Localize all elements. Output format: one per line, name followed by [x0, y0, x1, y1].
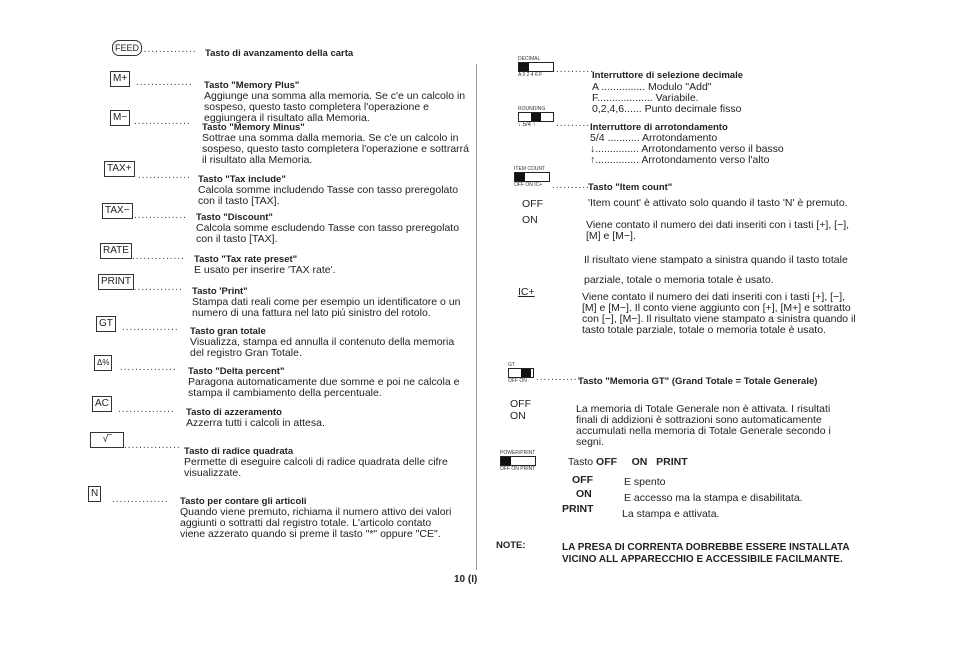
- item-count-scale: OFF ON IC+: [514, 182, 543, 188]
- power-print-scale: OFF ON PRINT: [500, 466, 536, 472]
- rounding-switch-label: ROUNDING: [518, 106, 546, 112]
- dots: ...............: [122, 322, 179, 333]
- switch-knob: [531, 113, 541, 121]
- contare-articoli-desc: Quando viene premuto, richiama il numero attivo dei valori aggiunti o sottratti dal registro totale. L'articolo contato viene azzerato quando si preme il tasto "*" oppure "CE".: [180, 506, 452, 540]
- dots: ...............: [124, 440, 181, 451]
- delta-percent-key-icon: Δ%: [94, 355, 112, 371]
- gran-totale-entry: [190, 326, 466, 359]
- rounding-row: ↑............... Arrotondamento verso l'alto: [590, 154, 770, 166]
- switch-box: [518, 62, 554, 72]
- switch-knob: [501, 457, 511, 465]
- power-off-text: E spento: [624, 476, 666, 488]
- radice-entry: [184, 446, 462, 479]
- gran-totale-title: Tasto gran totale: [190, 326, 266, 337]
- rounding-title: Interruttore di arrotondamento: [590, 122, 728, 133]
- item-on-text2: Il risultato viene stampato a sinistra quando il tasto totale parziale, totale o memoria totale è usato.: [584, 254, 848, 286]
- switch-knob: [515, 173, 525, 181]
- item-count-switch-icon: [514, 166, 550, 188]
- delta-percent-desc: Paragona automaticamente due somme e poi ne calcola e stampa il cambiamento della percentuale.: [188, 376, 460, 399]
- contare-articoli-title: Tasto per contare gli articoli: [180, 496, 307, 507]
- gt-off-label: OFF: [510, 398, 531, 410]
- item-on-text: Viene contato il numero dei dati inseriti con i tasti [+], [−], [M] e [M−].: [586, 219, 850, 242]
- dots: ...............: [120, 362, 177, 373]
- memory-minus-desc: Sottrae una somma dalla memoria. Se c'e un calcolo in sospeso, questo tasto completera l'operazione e sottrarrá il risultato alla Memoria.: [202, 132, 469, 166]
- tax-rate-title: Tasto "Tax rate preset": [194, 254, 298, 265]
- tax-plus-key-icon: TAX+: [104, 161, 135, 177]
- item-off-text: 'Item count' è attivato solo quando il tasto 'N' è premuto.: [588, 197, 848, 209]
- memory-minus-entry: [202, 122, 474, 166]
- azzeramento-desc: Azzerra tutti i calcoli in attesa.: [186, 417, 325, 429]
- rounding-rows: [590, 133, 800, 166]
- memory-plus-entry: [204, 80, 476, 124]
- memory-minus-key-icon: M−: [110, 110, 130, 126]
- dots: ..............: [138, 170, 191, 181]
- dots: ..............: [134, 210, 187, 221]
- item-count-title: Tasto "Item count": [588, 182, 673, 193]
- switch-knob: [519, 63, 529, 71]
- dots: ...............: [112, 494, 169, 505]
- dots: ..........: [552, 180, 590, 191]
- tax-include-entry: [198, 174, 472, 207]
- n-key-icon: N: [88, 486, 101, 502]
- print-title: Tasto 'Print": [192, 286, 248, 297]
- print-entry: [192, 286, 468, 319]
- switch-knob: [521, 369, 531, 377]
- memory-plus-key-icon: M+: [110, 71, 130, 87]
- discount-desc: Calcola somme escludendo Tasse con tasso preregolato con il tasto [TAX].: [196, 222, 460, 245]
- decimal-switch-label: DECIMAL: [518, 56, 541, 62]
- gt-on-label: ON: [510, 410, 526, 422]
- azzeramento-entry: [186, 407, 462, 429]
- power-on-label: ON: [576, 488, 592, 500]
- delta-percent-title: Tasto "Delta percent": [188, 366, 285, 377]
- dots: ...............: [118, 404, 175, 415]
- tax-minus-key-icon: TAX−: [102, 203, 133, 219]
- tax-rate-entry: [194, 254, 468, 276]
- note-label: NOTE:: [496, 540, 526, 551]
- radice-desc: Permette di eseguire calcoli di radice quadrata delle cifre visualizzate.: [184, 456, 448, 479]
- rounding-row: ↓............... Arrotondamento verso il basso: [590, 143, 784, 155]
- item-ic-text: Viene contato il numero dei dati inseriti con i tasti [+], [−], [M] e [M−]. Il conto viene aggiunto con [+], [M+] e sottratto con [−], [M−]. Il risultato viene stampato a sinistra quando il tasto totale parziale, totale o memoria totale è usato.: [582, 291, 856, 336]
- azzeramento-title: Tasto di azzeramento: [186, 407, 282, 418]
- discount-entry: [196, 212, 470, 245]
- dots: ...........: [556, 118, 598, 129]
- rounding-scale: ↓ 5/4 ↑: [518, 122, 536, 128]
- ac-key-icon: AC: [92, 396, 112, 412]
- gt-scale: OFF ON: [508, 378, 527, 384]
- gt-key-icon: GT: [96, 316, 116, 332]
- feed-key-icon: FEED: [112, 40, 142, 56]
- power-off-label: OFF: [572, 474, 593, 486]
- memory-plus-desc: Aggiunge una somma alla memoria. Se c'e un calcolo in sospeso, questo tasto completera l'operazione e eggiungera il risultato alla Memoria.: [204, 90, 466, 124]
- radice-title: Tasto di radice quadrata: [184, 446, 294, 457]
- feed-title: Tasto di avanzamento della carta: [205, 48, 354, 59]
- rounding-switch-icon: [518, 106, 554, 128]
- item-on-label: ON: [522, 214, 538, 226]
- dots: ..............: [130, 282, 183, 293]
- power-print-label: POWER/PRINT: [500, 450, 536, 456]
- item-ic-label: IC+: [518, 286, 535, 298]
- decimal-switch-icon: [518, 56, 554, 78]
- gt-text: La memoria di Totale Generale non è attivata. I risultati finali di addizioni è sottrazioni sono automaticamente accumulati nella memoria di Totale Generale secondo i segni.: [576, 403, 831, 448]
- switch-box: [514, 172, 550, 182]
- decimal-scale: A 0 2 4 6 F: [518, 72, 543, 78]
- decimal-row: F................... Variabile.: [592, 92, 699, 104]
- tax-include-title: Tasto "Tax include": [198, 174, 286, 185]
- switch-box: [508, 368, 534, 378]
- decimal-rows: [592, 82, 792, 115]
- dots: ...............: [140, 44, 197, 55]
- power-print-text: La stampa e attivata.: [622, 508, 720, 520]
- decimal-row: A ............... Modulo "Add": [592, 81, 712, 93]
- gran-totale-desc: Visualizza, stampa ed annulla il contenuto della memoria del registro Gran Totale.: [190, 336, 455, 359]
- item-off-label: OFF: [522, 198, 543, 210]
- print-desc: Stampa dati reali come per esempio un identificatore o un numero di una fattura nel lato piú sinistro del rotolo.: [192, 296, 461, 319]
- decimal-row: 0,2,4,6...... Punto decimale fisso: [592, 103, 742, 115]
- note-text: LA PRESA DI CORRENTA DOBREBBE ESSERE INSTALLATA VICINO ALL APPARECCHIO E ACCESSIBILE FACILMANTE.: [562, 542, 850, 565]
- gt-switch-icon: [508, 362, 534, 384]
- item-count-label: ITEM COUNT: [514, 166, 546, 172]
- memory-minus-title: Tasto "Memory Minus": [202, 122, 305, 133]
- decimal-title: Interruttore di selezione decimale: [592, 70, 743, 81]
- dots: ..............: [132, 251, 185, 262]
- column-divider: [476, 64, 477, 570]
- tax-include-desc: Calcola somme includendo Tasse con tasso preregolato con il tasto [TAX].: [198, 184, 459, 207]
- page-number: 10 (I): [454, 574, 478, 585]
- tax-rate-desc: E usato per inserire 'TAX rate'.: [194, 264, 336, 276]
- dots: ............: [536, 372, 582, 383]
- delta-percent-entry: [188, 366, 464, 399]
- power-print-row-label: PRINT: [562, 503, 594, 515]
- sqrt-key-icon: √‾: [90, 432, 124, 448]
- memory-plus-title: Tasto "Memory Plus": [204, 80, 300, 91]
- power-header: Tasto OFF ON PRINT: [568, 456, 688, 468]
- gt-memory-title: Tasto "Memoria GT" (Grand Totale = Totale Generale): [578, 376, 818, 387]
- dots: ...............: [134, 116, 191, 127]
- rate-key-icon: RATE: [100, 243, 132, 259]
- power-on-text: E accesso ma la stampa e disabilitata.: [624, 492, 803, 504]
- rounding-row: 5/4 ........... Arrotondamento: [590, 132, 718, 144]
- contare-articoli-entry: [180, 496, 458, 540]
- switch-box: [500, 456, 536, 466]
- switch-box: [518, 112, 554, 122]
- dots: ...............: [136, 77, 193, 88]
- print-key-icon: PRINT: [98, 274, 134, 290]
- gt-switch-label: GT: [508, 362, 515, 368]
- dots: ..........: [556, 64, 594, 75]
- discount-title: Tasto "Discount": [196, 212, 273, 223]
- power-print-switch-icon: [500, 450, 536, 472]
